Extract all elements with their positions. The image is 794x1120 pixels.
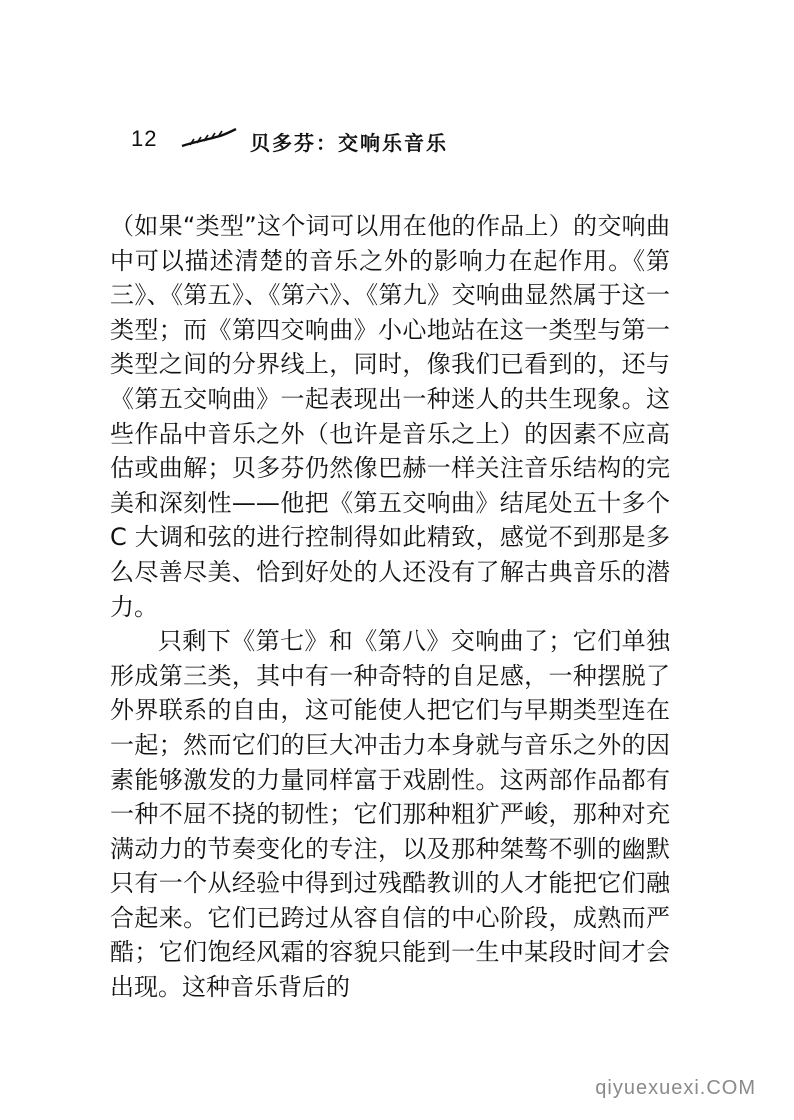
paragraph: （如果“类型”这个词可以用在他的作品上）的交响曲中可以描述清楚的音乐之外的影响力在起作用。《第三》、《第五》、《第六》、《第九》交响曲显然属于这一类型；而《第四交响曲》小心地站在这一类型与第一类型之间的分界线上，同时，像我们已看到的，还与《第五交响曲》一起表现出一种迷人的共生现象。这些作品中音乐之外（也许是音乐之上）的因素不应高估或曲解；贝多芬仍然像巴赫一样关注音乐结构的完美和深刻性——他把《第五交响曲》结尾处五十多个 C 大调和弦的进行控制得如此精致，感觉不到那是多么尽善尽美、恰到好处的人还没有了解古典音乐的潜力。 xyxy=(110,212,670,621)
watermark: qiyuexuexi.COM xyxy=(595,1077,756,1099)
quill-flourish-icon xyxy=(180,128,238,148)
page-number: 12 xyxy=(131,126,158,151)
paragraph: 只剩下《第七》和《第八》交响曲了；它们单独形成第三类，其中有一种奇特的自足感，一种摆脱了外界联系的自由，这可能使人把它们与早期类型连在一起；然而它们的巨大冲击力本身就与音乐之外的因素能够激发的力量同样富于戏剧性。这两部作品都有一种不屈不挠的韧性；它们那种粗犷严峻，那种对充满动力的节奏变化的专注，以及那种桀骜不驯的幽默只有一个从经验中得到过残酷教训的人才能把它们融合起来。它们已跨过从容自信的中心阶段，成熟而严酷；它们饱经风霜的容貌只能到一生中某段时间才会出现。这种音乐背后的 xyxy=(110,627,670,1002)
running-title: 贝多芬：交响乐音乐 xyxy=(250,131,448,155)
body-text xyxy=(110,209,670,1005)
